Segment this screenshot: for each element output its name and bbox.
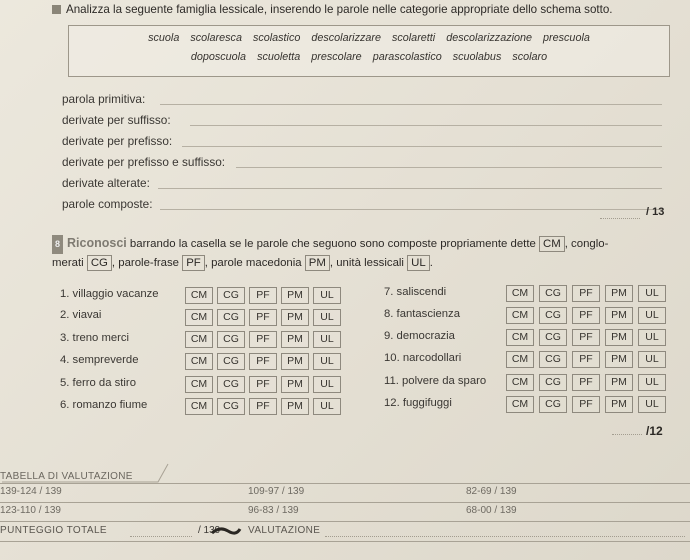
checkbox-cg-5[interactable]: CG	[217, 376, 245, 393]
checkbox-cm-11[interactable]: CM	[506, 374, 534, 391]
word: descolarizzazione	[446, 32, 533, 44]
table-rule	[0, 502, 690, 503]
word-line-2	[69, 51, 669, 63]
checkbox-pm-11[interactable]: PM	[605, 374, 633, 391]
checkbox-cm-1[interactable]: CM	[185, 287, 213, 304]
item-10: 10. narcodollari	[384, 352, 462, 364]
word: scuolabus	[452, 51, 502, 63]
checkbox-pf-11[interactable]: PF	[572, 374, 600, 391]
valuation-label: VALUTAZIONE	[248, 525, 321, 536]
word: doposcuola	[190, 51, 247, 63]
row-label-prefix: derivate per prefisso:	[62, 134, 173, 148]
checkbox-pf-2[interactable]: PF	[249, 309, 277, 326]
valuation-range: 82-69 / 139	[466, 486, 517, 497]
valuation-range: 96-83 / 139	[248, 505, 299, 516]
total-score-label: PUNTEGGIO TOTALE	[0, 525, 107, 536]
checkbox-pm-10[interactable]: PM	[605, 351, 633, 368]
checkbox-pm-7[interactable]: PM	[605, 285, 633, 302]
checkbox-ul-9[interactable]: UL	[638, 329, 666, 346]
checkbox-cm-9[interactable]: CM	[506, 329, 534, 346]
checkbox-cg-3[interactable]: CG	[217, 331, 245, 348]
checkbox-ul-8[interactable]: UL	[638, 307, 666, 324]
checkbox-pf-9[interactable]: PF	[572, 329, 600, 346]
item-11: 11. polvere da sparo	[384, 375, 487, 387]
checkbox-ul-4[interactable]: UL	[313, 353, 341, 370]
checkbox-pf-8[interactable]: PF	[572, 307, 600, 324]
word: scuola	[148, 32, 180, 44]
pen-scribble-icon	[210, 524, 242, 538]
exercise-1-instruction-text: Analizza la seguente famiglia lessicale, inserendo le parole nelle categorie appropriate dello schema sotto.	[66, 3, 613, 16]
valuation-table-title: TABELLA DI VALUTAZIONE	[0, 471, 133, 482]
checkbox-pm-4[interactable]: PM	[281, 353, 309, 370]
answer-line-prefix[interactable]	[182, 146, 662, 147]
checkbox-pm-1[interactable]: PM	[281, 287, 309, 304]
checkbox-cg-4[interactable]: CG	[217, 353, 245, 370]
valuation-range: 68-00 / 139	[466, 505, 517, 516]
checkbox-cm-6[interactable]: CM	[185, 398, 213, 415]
exercise-number: 8	[52, 235, 63, 254]
checkbox-pf-5[interactable]: PF	[249, 376, 277, 393]
checkbox-ul-7[interactable]: UL	[638, 285, 666, 302]
table-title-swoosh	[0, 460, 170, 484]
answer-line-compound[interactable]	[160, 209, 662, 210]
exercise-bullet-icon	[52, 5, 61, 14]
word-line-1	[69, 32, 669, 44]
word: scuoletta	[257, 51, 301, 63]
checkbox-cg-12[interactable]: CG	[539, 396, 567, 413]
total-dots	[130, 536, 192, 537]
row-label-compound: parole composte:	[62, 197, 153, 211]
item-7: 7. saliscendi	[384, 286, 447, 298]
item-1: 1. villaggio vacanze	[60, 288, 159, 300]
checkbox-ul-6[interactable]: UL	[313, 398, 341, 415]
exercise-2-score: /12	[646, 424, 663, 438]
item-8: 8. fantascienza	[384, 308, 460, 320]
code-key-cm: CM	[539, 236, 565, 252]
checkbox-pm-2[interactable]: PM	[281, 309, 309, 326]
code-key-cg: CG	[87, 255, 112, 271]
checkbox-pm-8[interactable]: PM	[605, 307, 633, 324]
word: prescolare	[311, 51, 362, 63]
code-key-ul: UL	[407, 255, 430, 271]
instruction-part: barrando la casella se le parole che seguono sono composte propriamente dette	[126, 238, 539, 250]
checkbox-pm-6[interactable]: PM	[281, 398, 309, 415]
checkbox-cm-8[interactable]: CM	[506, 307, 534, 324]
checkbox-pm-9[interactable]: PM	[605, 329, 633, 346]
exercise-title: Riconosci	[67, 236, 127, 250]
code-key-pm: PM	[305, 255, 330, 271]
item-6: 6. romanzo fiume	[60, 399, 148, 411]
checkbox-cg-6[interactable]: CG	[217, 398, 245, 415]
answer-line-altered[interactable]	[158, 188, 662, 189]
valuation-range: 109-97 / 139	[248, 486, 305, 497]
checkbox-ul-5[interactable]: UL	[313, 376, 341, 393]
instruction-part: , unità lessicali	[329, 257, 408, 269]
checkbox-cg-8[interactable]: CG	[539, 307, 567, 324]
checkbox-ul-10[interactable]: UL	[638, 351, 666, 368]
checkbox-cm-4[interactable]: CM	[185, 353, 213, 370]
checkbox-cg-11[interactable]: CG	[539, 374, 567, 391]
checkbox-cg-1[interactable]: CG	[217, 287, 245, 304]
valuation-range: 123-110 / 139	[0, 505, 61, 516]
checkbox-pf-12[interactable]: PF	[572, 396, 600, 413]
row-label-primitive: parola primitiva:	[62, 92, 146, 106]
table-rule	[0, 483, 690, 484]
checkbox-pf-3[interactable]: PF	[249, 331, 277, 348]
row-label-altered: derivate alterate:	[62, 176, 150, 190]
word: parascolastico	[372, 51, 442, 63]
checkbox-ul-11[interactable]: UL	[638, 374, 666, 391]
word: descolarizzare	[311, 32, 381, 44]
exercise-1-instruction	[52, 3, 613, 16]
item-3: 3. treno merci	[60, 332, 130, 344]
checkbox-cg-7[interactable]: CG	[539, 285, 567, 302]
checkbox-cm-5[interactable]: CM	[185, 376, 213, 393]
word: prescuola	[543, 32, 590, 44]
item-2: 2. viavai	[60, 309, 102, 321]
answer-line-suffix[interactable]	[190, 125, 662, 126]
total-score-value: / 139	[198, 525, 221, 536]
checkbox-ul-3[interactable]: UL	[313, 331, 341, 348]
checkbox-cm-12[interactable]: CM	[506, 396, 534, 413]
instruction-part: , conglo-	[564, 238, 609, 250]
checkbox-pm-5[interactable]: PM	[281, 376, 309, 393]
instruction-part: , parole-frase	[111, 257, 183, 269]
checkbox-ul-1[interactable]: UL	[313, 287, 341, 304]
checkbox-cg-10[interactable]: CG	[539, 351, 567, 368]
checkbox-cm-7[interactable]: CM	[506, 285, 534, 302]
checkbox-cg-9[interactable]: CG	[539, 329, 567, 346]
checkbox-cg-2[interactable]: CG	[217, 309, 245, 326]
score-dots	[612, 434, 642, 435]
checkbox-pf-10[interactable]: PF	[572, 351, 600, 368]
row-label-suffix: derivate per suffisso:	[62, 113, 171, 127]
checkbox-pf-7[interactable]: PF	[572, 285, 600, 302]
score-dots	[600, 218, 640, 219]
table-rule	[0, 521, 690, 522]
valuation-range: 139-124 / 139	[0, 486, 62, 497]
checkbox-pm-3[interactable]: PM	[281, 331, 309, 348]
checkbox-cm-3[interactable]: CM	[185, 331, 213, 348]
checkbox-ul-12[interactable]: UL	[638, 396, 666, 413]
code-key-pf: PF	[182, 255, 205, 271]
answer-line-prefix-suffix[interactable]	[236, 167, 662, 168]
instruction-part: .	[429, 257, 433, 269]
word-family-box	[68, 25, 670, 77]
checkbox-pf-1[interactable]: PF	[249, 287, 277, 304]
item-12: 12. fuggifuggi	[384, 397, 452, 409]
valuation-dots	[325, 536, 685, 537]
instruction-part: merati	[52, 257, 87, 269]
word: scolaresca	[190, 32, 242, 44]
answer-line-primitive[interactable]	[160, 104, 662, 105]
row-label-prefix-suffix: derivate per prefisso e suffisso:	[62, 155, 226, 169]
checkbox-cm-10[interactable]: CM	[506, 351, 534, 368]
word: scolastico	[252, 32, 301, 44]
word: scolaro	[512, 51, 548, 63]
checkbox-ul-2[interactable]: UL	[313, 309, 341, 326]
item-9: 9. democrazia	[384, 330, 455, 342]
table-rule	[0, 541, 690, 542]
item-4: 4. sempreverde	[60, 354, 139, 366]
item-5: 5. ferro da stiro	[60, 377, 136, 389]
instruction-part: , parole macedonia	[204, 257, 305, 269]
checkbox-pf-6[interactable]: PF	[249, 398, 277, 415]
checkbox-pf-4[interactable]: PF	[249, 353, 277, 370]
checkbox-pm-12[interactable]: PM	[605, 396, 633, 413]
word: scolaretti	[391, 32, 436, 44]
exercise-2-instruction	[52, 234, 672, 273]
checkbox-cm-2[interactable]: CM	[185, 309, 213, 326]
exercise-1-score: / 13	[646, 206, 665, 218]
